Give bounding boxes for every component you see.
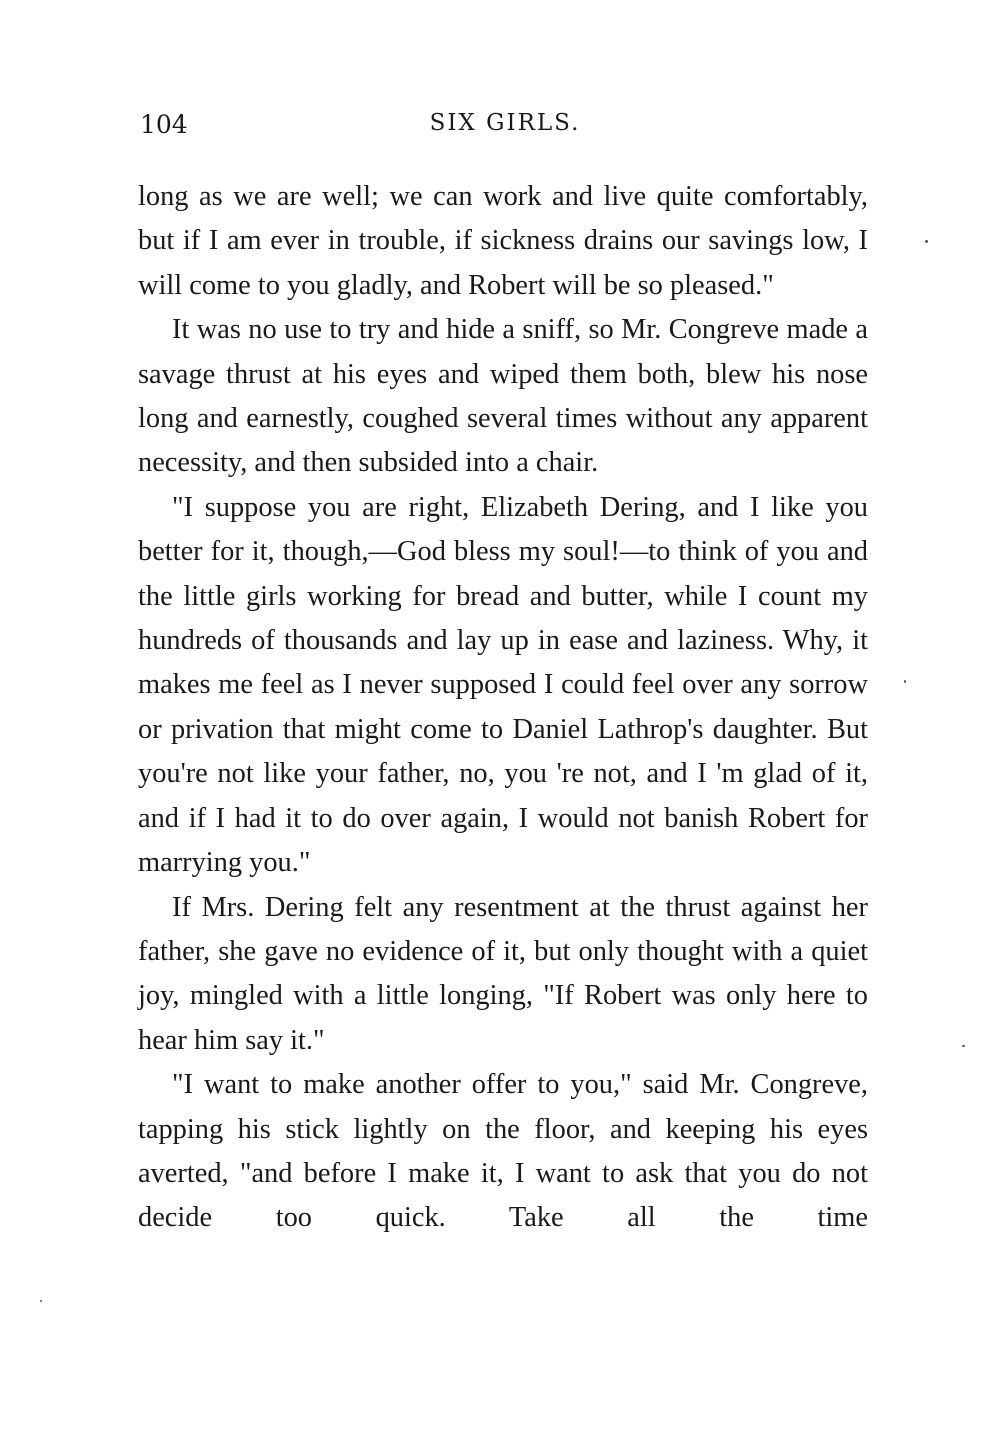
body-text [138, 175, 868, 1241]
scan-speck [962, 1045, 965, 1047]
page-number: 104 [140, 110, 188, 139]
paragraph-3: "I suppose you are right, Elizabeth Dering, and I like you better for it, though,—God bless my soul!—to think of you and the little girls working for bread and butter, while I count my hundreds of thousands and lay up in ease and laziness. Why, it makes me feel as I never supposed I could feel over any sorrow or privation that might come to Daniel Lathrop's daughter. But you're not like your father, no, you 're not, and I 'm glad of it, and if I had it to do over again, I would not banish Robert for marrying you." [138, 491, 868, 879]
paragraph-4: If Mrs. Dering felt any resentment at the thrust against her father, she gave no evidence of it, but only thought with a quiet joy, mingled with a little longing, "If Robert was only here to hear him say it." [138, 891, 868, 1056]
paragraph-2: It was no use to try and hide a sniff, so Mr. Congreve made a savage thrust at his eyes and wiped them both, blew his nose long and earnestly, coughed several times without any apparent necessity, and then subsided into a chair. [138, 314, 868, 479]
paragraph-5: "I want to make another offer to you," said Mr. Congreve, tapping his stick lightly on the floor, and keeping his eyes averted, "and before I make it, I want to ask that you do not decide too quick. Take all the time [138, 1069, 868, 1234]
running-head [140, 110, 870, 150]
scan-speck [925, 240, 928, 243]
scan-speck [40, 1300, 42, 1302]
book-title: SIX GIRLS. [429, 110, 581, 136]
paragraph-1: long as we are well; we can work and live quite comfortably, but if I am ever in trouble, if sickness drains our savings low, I will come to you gladly, and Robert will be so pleased." [138, 181, 868, 301]
scan-speck [904, 680, 906, 683]
